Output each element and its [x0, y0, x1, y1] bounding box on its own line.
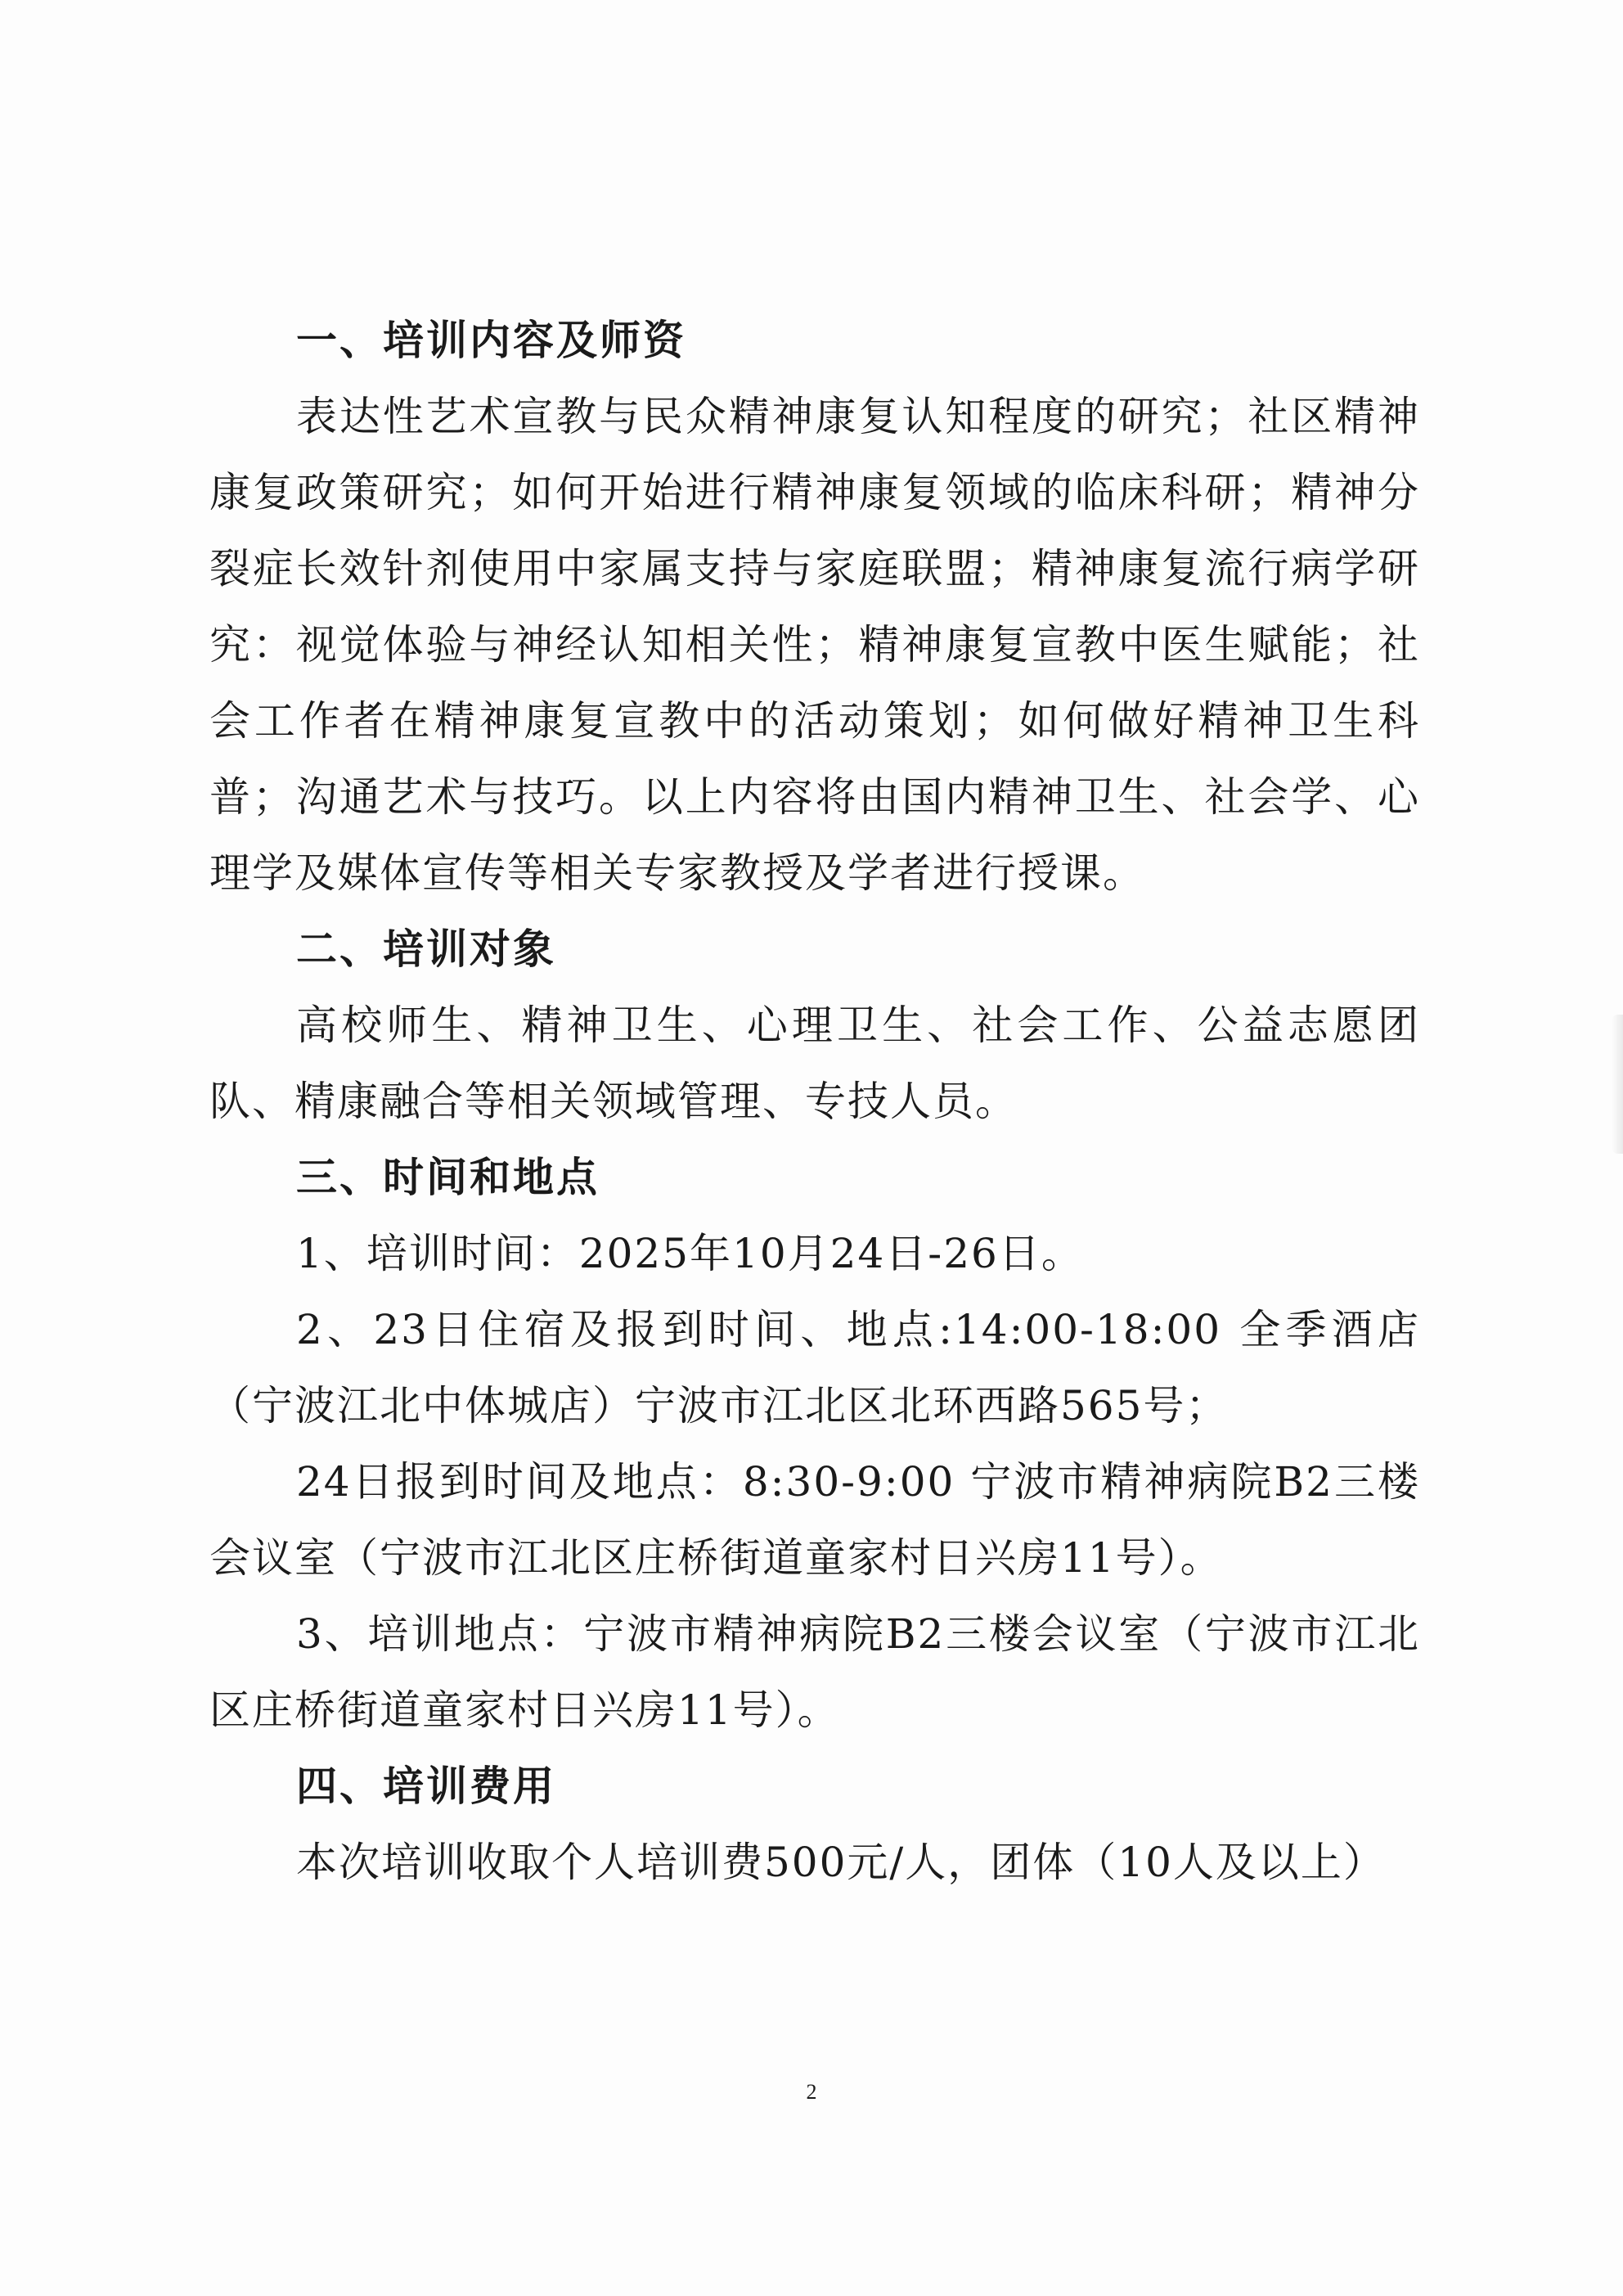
document-body	[209, 303, 1420, 1901]
accommodation-paragraph: 2、23日住宿及报到时间、地点:14:00-18:00 全季酒店（宁波江北中体城店）宁波市江北区北环西路565号；	[209, 1306, 1420, 1429]
section-1-paragraph: 表达性艺术宣教与民众精神康复认知程度的研究；社区精神康复政策研究；如何开始进行精神康复领域的临床科研；精神分裂症长效针剂使用中家属支持与家庭联盟；精神康复流行病学研究：视觉体验与神经认知相关性；精神康复宣教中医生赋能；社会工作者在精神康复宣教中的活动策划；如何做好精神卫生科普；沟通艺术与技巧。以上内容将由国内精神卫生、社会学、心理学及媒体宣传等相关专家教授及学者进行授课。	[209, 393, 1420, 897]
check-in-paragraph: 24日报到时间及地点：8:30-9:00 宁波市精神病院B2三楼会议室（宁波市江北区庄桥街道童家村日兴房11号）。	[209, 1458, 1420, 1582]
training-fee-paragraph: 本次培训收取个人培训费500元/人，团体（10人及以上）	[296, 1839, 1386, 1886]
section-heading-3: 三、时间和地点	[296, 1154, 600, 1201]
page-number: 2	[806, 2080, 817, 2104]
section-heading-4: 四、培训费用	[296, 1763, 556, 1810]
training-time-paragraph: 1、培训时间：2025年10月24日-26日。	[296, 1230, 1084, 1277]
training-location-paragraph: 3、培训地点：宁波市精神病院B2三楼会议室（宁波市江北区庄桥街道童家村日兴房11号）。	[209, 1610, 1420, 1734]
section-heading-1: 一、培训内容及师资	[296, 317, 686, 364]
section-2-paragraph: 高校师生、精神卫生、心理卫生、社会工作、公益志愿团队、精康融合等相关领域管理、专技人员。	[209, 1002, 1420, 1125]
scan-shadow	[1612, 1015, 1623, 1154]
section-heading-2: 二、培训对象	[296, 925, 556, 973]
